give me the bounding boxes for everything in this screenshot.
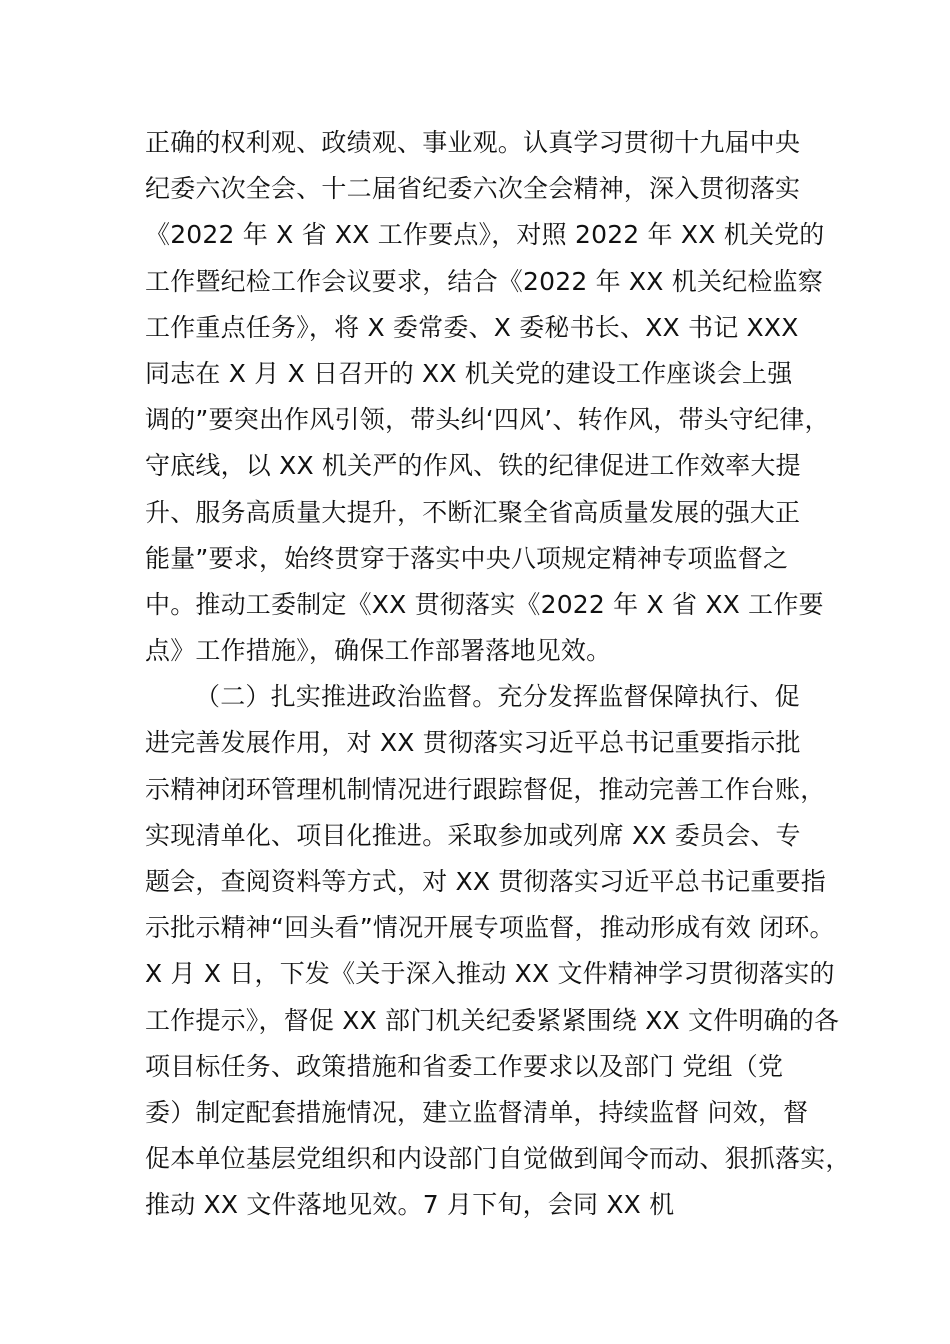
text-line: 纪委六次全会、十二届省纪委六次全会精神，深入贯彻落实 bbox=[145, 174, 801, 204]
text-line: 委）制定配套措施情况，建立监督清单，持续监督 问效，督 bbox=[145, 1097, 809, 1127]
text-line: 中。推动工委制定《XX 贯彻落实《2022 年 X 省 XX 工作要 bbox=[145, 589, 824, 619]
text-line: 《2022 年 X 省 XX 工作要点》，对照 2022 年 XX 机关党的 bbox=[145, 220, 825, 250]
text-line: 同志在 X 月 X 日召开的 XX 机关党的建设工作座谈会上强 bbox=[145, 358, 793, 388]
text-line: 促本单位基层党组织和内设部门自觉做到闻令而动、狠抓落实， bbox=[145, 1144, 851, 1174]
text-line: 升、服务高质量大提升，不断汇聚全省高质量发展的强大正 bbox=[145, 497, 801, 527]
text-line: 项目标任务、政策措施和省委工作要求以及部门 党组（党 bbox=[145, 1051, 784, 1081]
text-line: 正确的权利观、政绩观、事业观。认真学习贯彻十九届中央 bbox=[145, 128, 801, 157]
text-line: 进完善发展作用，对 XX 贯彻落实习近平总书记重要指示批 bbox=[145, 728, 801, 758]
body-text bbox=[145, 120, 851, 1229]
text-line: 工作提示》，督促 XX 部门机关纪委紧紧围绕 XX 文件明确的各 bbox=[145, 1005, 840, 1035]
text-line: 能量”要求，始终贯穿于落实中央八项规定精神专项监督之 bbox=[145, 543, 789, 573]
text-line: 示精神闭环管理机制情况进行跟踪督促，推动完善工作台账， bbox=[145, 774, 826, 804]
section-heading-line: （二）扎实推进政治监督。充分发挥监督保障执行、促 bbox=[195, 682, 800, 712]
text-line: 工作重点任务》，将 X 委常委、X 委秘书长、XX 书记 XXX bbox=[145, 312, 799, 342]
text-line: 点》工作措施》，确保工作部署落地见效。 bbox=[145, 636, 612, 666]
text-line: X 月 X 日，下发《关于深入推动 XX 文件精神学习贯彻落实的 bbox=[145, 959, 835, 989]
text-line: 工作暨纪检工作会议要求，结合《2022 年 XX 机关纪检监察 bbox=[145, 266, 823, 296]
text-line: 示批示精神“回头看”情况开展专项监督，推动形成有效 闭环。 bbox=[145, 913, 835, 943]
text-line: 调的”要突出作风引领，带头纠‘四风’、转作风，带头守纪律， bbox=[145, 405, 830, 435]
text-line: 实现清单化、项目化推进。采取参加或列席 XX 委员会、专 bbox=[145, 820, 801, 850]
text-line: 题会，查阅资料等方式，对 XX 贯彻落实习近平总书记重要指 bbox=[145, 867, 826, 896]
text-line: 推动 XX 文件落地见效。7 月下旬，会同 XX 机 bbox=[145, 1190, 675, 1220]
text-line: 守底线，以 XX 机关严的作风、铁的纪律促进工作效率大提 bbox=[145, 451, 801, 481]
